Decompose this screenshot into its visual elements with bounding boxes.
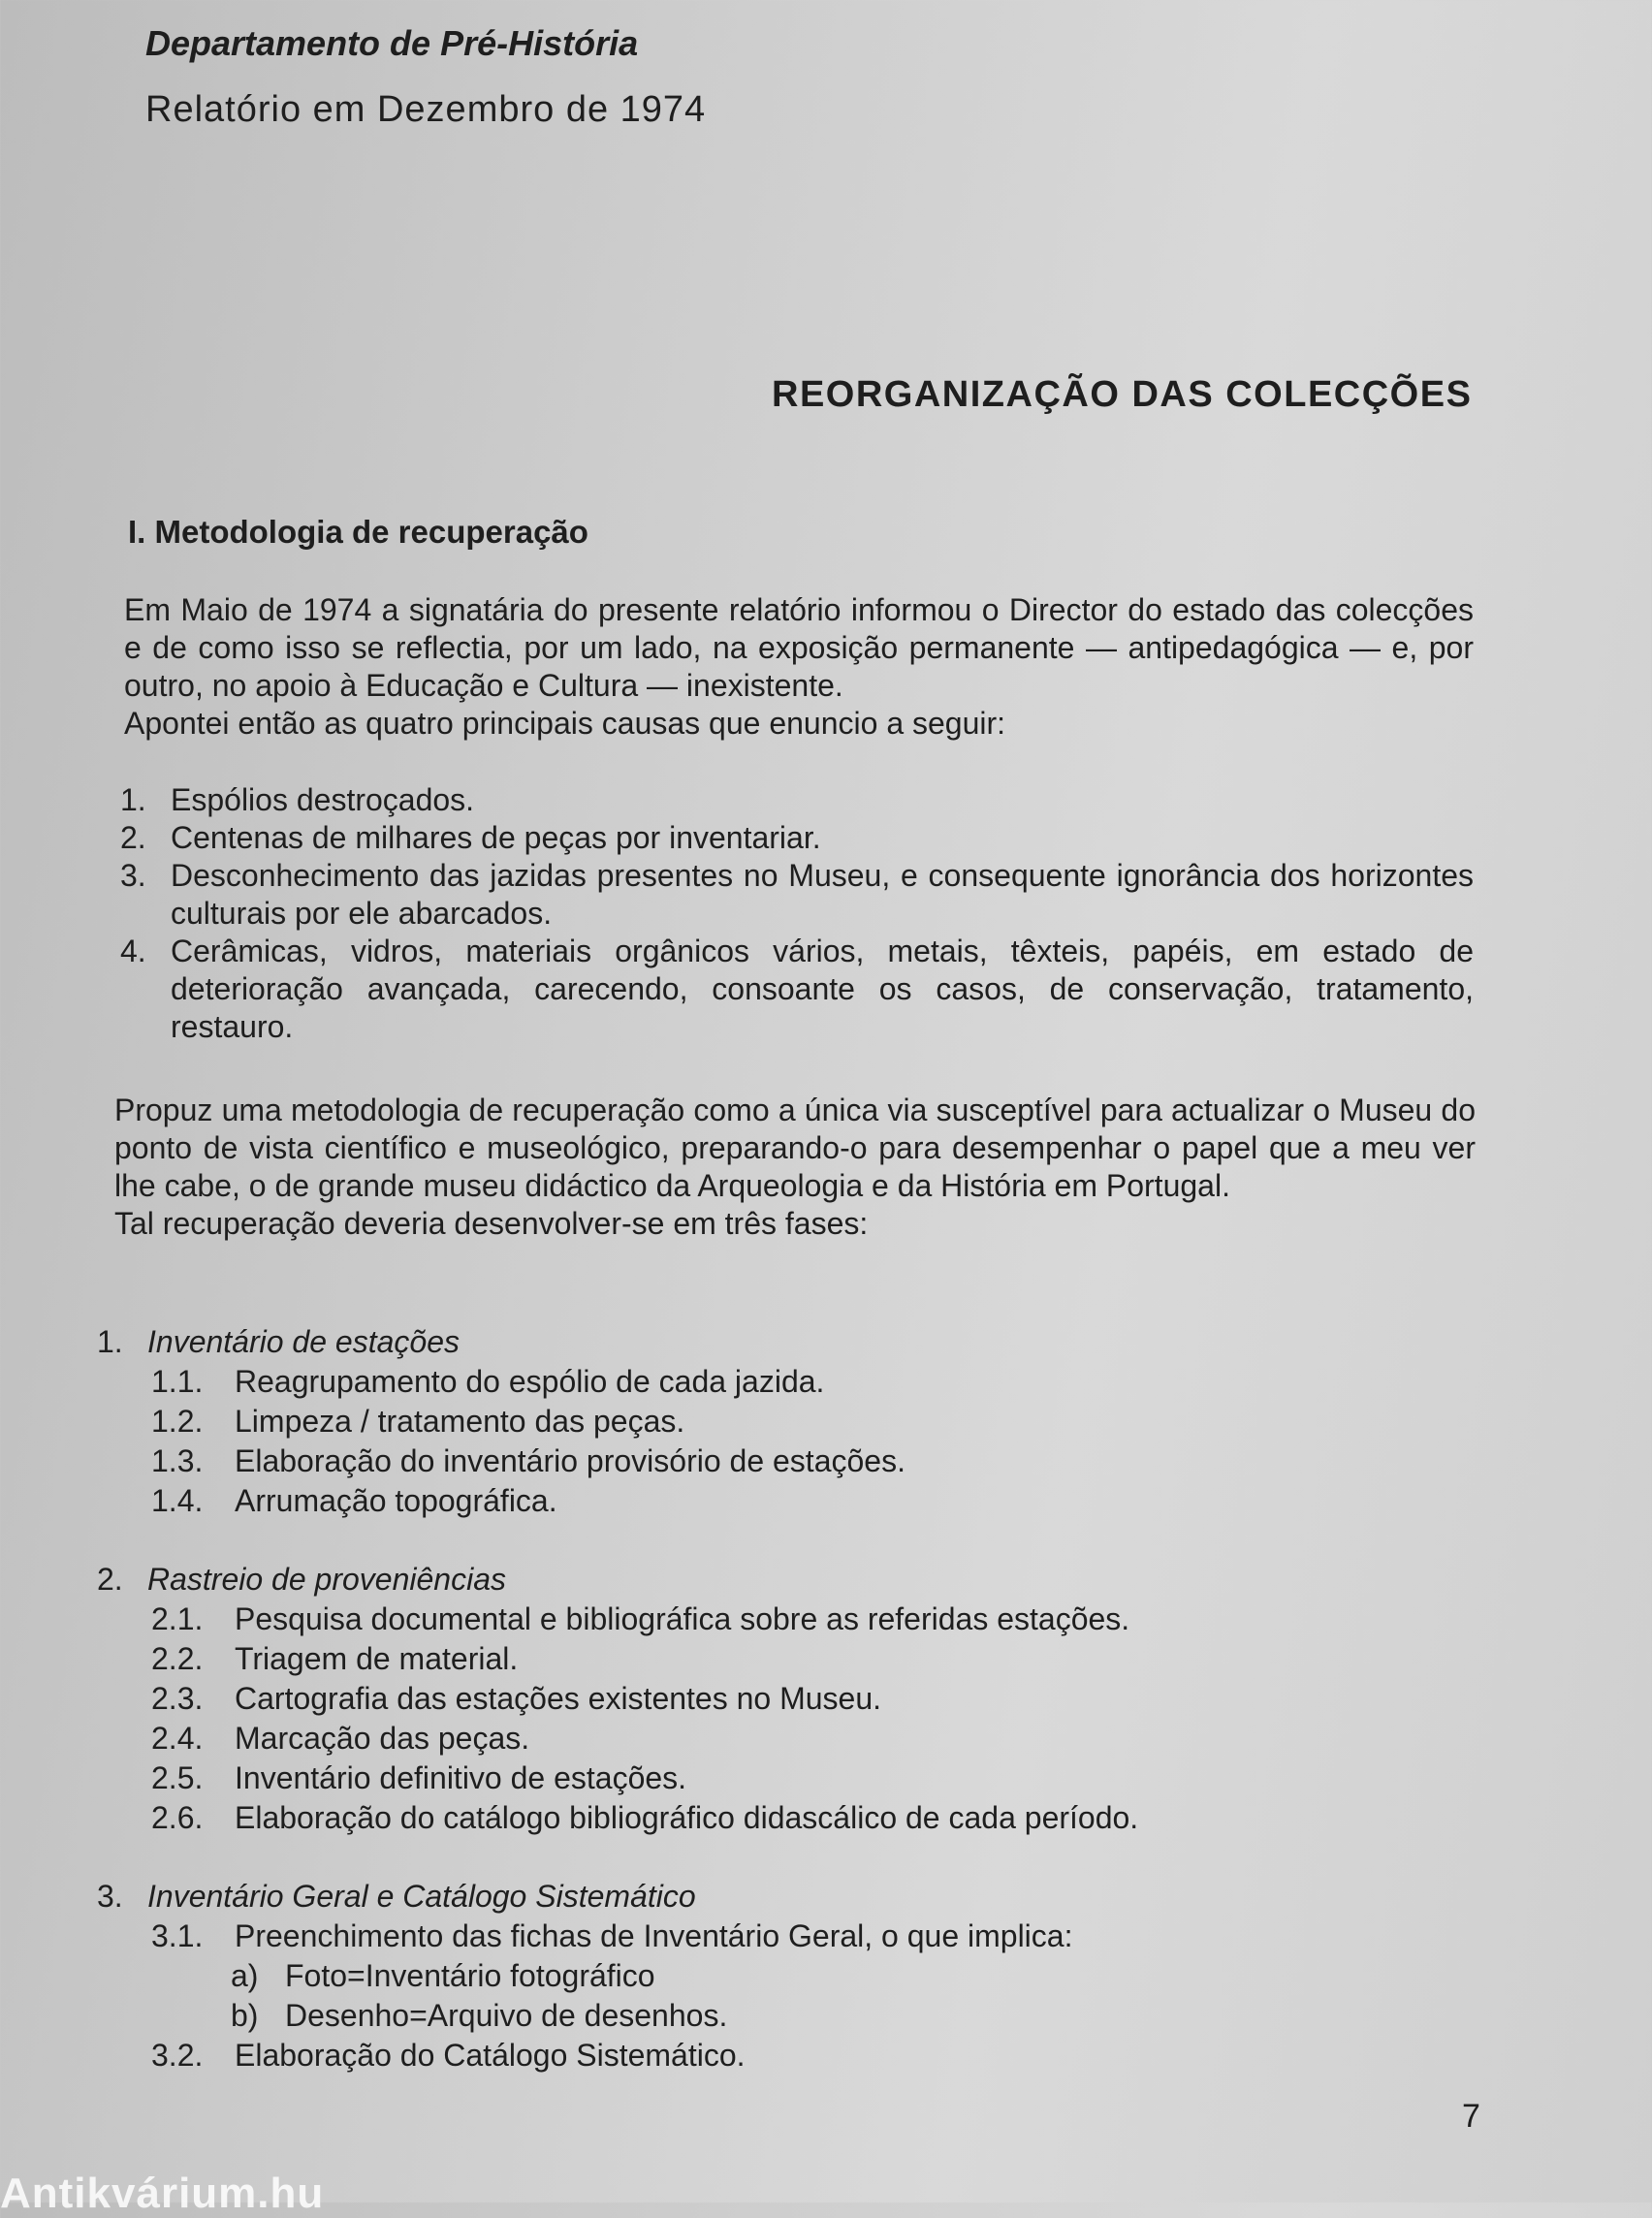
phase-number: 1. [97, 1324, 123, 1359]
list-item [97, 1956, 1138, 1996]
list-item-text: Desconhecimento das jazidas presentes no Museu, e consequente ignorância dos horizontes culturais por ele abarcados. [171, 858, 1474, 931]
proposal-text: Tal recuperação deveria desenvolver-se em três fases: [114, 1206, 869, 1241]
phase-number: 2. [97, 1562, 123, 1597]
sub-text: Elaboração do catálogo bibliográfico didascálico de cada período. [235, 1800, 1139, 1835]
phase-block [97, 1877, 1138, 2075]
list-item [97, 1402, 1138, 1442]
list-item [97, 1679, 1138, 1719]
list-item [97, 1442, 1138, 1481]
sub-text: Reagrupamento do espólio de cada jazida. [235, 1364, 825, 1399]
phase-number: 3. [97, 1879, 123, 1914]
phases-list [97, 1322, 1138, 2114]
list-item [97, 2036, 1138, 2075]
list-item [97, 1719, 1138, 1759]
phase-heading [97, 1560, 1138, 1600]
phase-heading [97, 1877, 1138, 1917]
proposal-paragraph [114, 1092, 1476, 1243]
phase-block [97, 1322, 1138, 1521]
sub-number: 1.3. [151, 1443, 204, 1478]
phase-block [97, 1560, 1138, 1838]
intro-text: Apontei então as quatro principais causas que enuncio a seguir: [124, 706, 1006, 741]
list-item-text: Centenas de milhares de peças por inventariar. [171, 820, 821, 855]
list-item [120, 857, 1474, 933]
phase-title: Inventário Geral e Catálogo Sistemático [147, 1879, 696, 1914]
subsub-text: Foto=Inventário fotográfico [285, 1958, 655, 1993]
sub-number: 3.2. [151, 2038, 204, 2073]
sub-text: Preenchimento das fichas de Inventário Geral, o que implica: [235, 1918, 1073, 1953]
list-item [120, 933, 1474, 1046]
proposal-text: Propuz uma metodologia de recuperação como a única via susceptível para actualizar o Museu do ponto de vista científico e museológico, preparando-o para desempenhar o papel que a meu ver lhe cabe, o de grande museu didáctico da Arqueologia e da História em Portugal. [114, 1093, 1476, 1203]
list-item [97, 1362, 1138, 1402]
list-item-text: Espólios destroçados. [171, 782, 475, 817]
sub-text: Pesquisa documental e bibliográfica sobre as referidas estações. [235, 1601, 1130, 1636]
sub-number: 2.3. [151, 1681, 204, 1716]
list-item [97, 1996, 1138, 2036]
sub-text: Limpeza / tratamento das peças. [235, 1404, 685, 1439]
list-item [97, 1639, 1138, 1679]
sub-number: 2.5. [151, 1760, 204, 1795]
sub-number: 1.4. [151, 1483, 204, 1518]
list-item [97, 1600, 1138, 1639]
sub-text: Inventário definitivo de estações. [235, 1760, 687, 1795]
phase-title: Rastreio de proveniências [147, 1562, 506, 1597]
intro-text: Em Maio de 1974 a signatária do presente relatório informou o Director do estado das colecções e de como isso se reflectia, por um lado, na exposição permanente — antipedagógica — e, por outro, no apoio à Educação e Cultura — inexistente. [124, 592, 1474, 703]
sub-text: Triagem de material. [235, 1641, 519, 1676]
page-title: REORGANIZAÇÃO DAS COLECÇÕES [772, 374, 1473, 415]
sub-text: Elaboração do Catálogo Sistemático. [235, 2038, 746, 2073]
report-date: Relatório em Dezembro de 1974 [145, 89, 707, 130]
list-item [120, 781, 1474, 819]
watermark: Antikvárium.hu [0, 2170, 325, 2217]
sub-text: Marcação das peças. [235, 1721, 530, 1756]
sub-text: Cartografia das estações existentes no Museu. [235, 1681, 882, 1716]
list-item [97, 1798, 1138, 1838]
list-item [120, 819, 1474, 857]
subsub-number: b) [231, 1998, 259, 2033]
sub-number: 2.6. [151, 1800, 204, 1835]
list-item [97, 1759, 1138, 1798]
sub-number: 2.2. [151, 1641, 204, 1676]
list-item-text: Cerâmicas, vidros, materiais orgânicos vários, metais, têxteis, papéis, em estado de deterioração avançada, carecendo, consoante os casos, de conservação, tratamento, restauro. [171, 934, 1474, 1044]
section-heading: I. Metodologia de recuperação [128, 514, 588, 550]
list-item-number: 2. [120, 820, 146, 855]
phase-heading [97, 1322, 1138, 1362]
sub-text: Elaboração do inventário provisório de estações. [235, 1443, 905, 1478]
sub-number: 3.1. [151, 1918, 204, 1953]
list-item [97, 1481, 1138, 1521]
phase-title: Inventário de estações [147, 1324, 460, 1359]
department-heading: Departamento de Pré-História [145, 23, 639, 63]
page-number: 7 [1462, 2098, 1480, 2135]
intro-paragraph [124, 591, 1474, 743]
list-item [97, 1917, 1138, 1956]
subsub-text: Desenho=Arquivo de desenhos. [285, 1998, 728, 2033]
sub-number: 1.1. [151, 1364, 204, 1399]
sub-number: 2.1. [151, 1601, 204, 1636]
list-item-number: 1. [120, 782, 146, 817]
list-item-number: 4. [120, 934, 146, 968]
sub-text: Arrumação topográfica. [235, 1483, 557, 1518]
list-item-number: 3. [120, 858, 146, 893]
causes-list [120, 781, 1474, 1046]
sub-number: 1.2. [151, 1404, 204, 1439]
sub-number: 2.4. [151, 1721, 204, 1756]
subsub-number: a) [231, 1958, 259, 1993]
